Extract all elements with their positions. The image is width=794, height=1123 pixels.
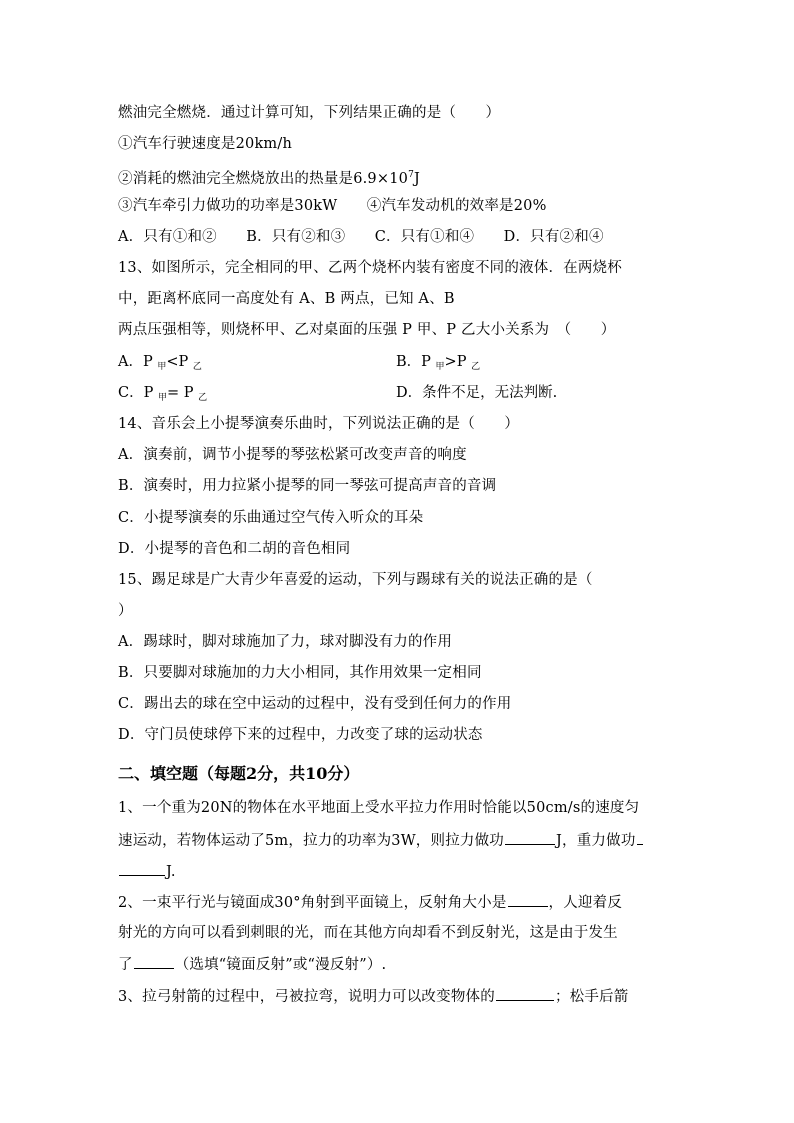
f1-line-3: J.	[118, 861, 176, 882]
q15-option-a: A．踢球时，脚对球施加了力，球对脚没有力的作用	[118, 634, 453, 650]
q13-option-c: C．P $_甲$= P $_乙$	[118, 385, 208, 403]
q12-item-1: ①汽车行驶速度是20km/h	[118, 136, 293, 152]
q12-item-2: ②消耗的燃油完全燃烧放出的热量是$6.9\times 10^7J$	[118, 170, 421, 187]
q13-option-a: A．P $_甲$<P $_乙$	[118, 354, 202, 372]
q12-item-3: ③汽车牵引力做功的功率是30kW ④汽车发动机的效率是20%	[118, 198, 547, 214]
q15-stem-end: ）	[118, 603, 133, 619]
q15-stem: 15、踢足球是广大青少年喜爱的运动，下列与踢球有关的说法正确的是（	[118, 572, 593, 588]
f2-line-3: 了 （选填“镜面反射”或“漫反射”）.	[118, 954, 386, 975]
q15-option-d: D．守门员使球停下来的过程中，力改变了球的运动状态	[118, 727, 483, 743]
answer-blank[interactable]	[496, 986, 554, 1001]
q13-line-1: 13、如图所示，完全相同的甲、乙两个烧杯内装有密度不同的液体．在两烧杯	[118, 260, 622, 276]
q15-option-c: C．踢出去的球在空中运动的过程中，没有受到任何力的作用	[118, 696, 512, 712]
answer-blank[interactable]	[134, 954, 174, 969]
f1-line-2: 速运动，若物体运动了5m，拉力的功率为3W，则拉力做功 J，重力做功	[118, 830, 644, 851]
q14-option-c: C．小提琴演奏的乐曲通过空气传入听众的耳朵	[118, 510, 424, 526]
answer-blank[interactable]	[119, 861, 165, 876]
f3-line-1: 3、拉弓射箭的过程中，弓被拉弯，说明力可以改变物体的 ；松手后箭	[118, 986, 628, 1007]
q13-option-b: B．P $_甲$>P $_乙$	[396, 354, 481, 372]
q14-option-a: A．演奏前，调节小提琴的琴弦松紧可改变声音的响度	[118, 447, 467, 463]
q14-option-b: B．演奏时，用力拉紧小提琴的同一琴弦可提高声音的音调	[118, 478, 497, 494]
answer-blank[interactable]	[508, 892, 548, 907]
q13-line-2: 中，距离杯底同一高度处有 A、B 两点，已知 A、B	[118, 291, 455, 307]
answer-blank[interactable]	[637, 830, 643, 845]
q13-option-d: D．条件不足，无法判断.	[396, 385, 558, 401]
q14-stem: 14、音乐会上小提琴演奏乐曲时，下列说法正确的是（ ）	[118, 416, 520, 432]
q12-options: A．只有①和② B．只有②和③ C．只有①和④ D．只有②和④	[118, 229, 604, 245]
q14-option-d: D．小提琴的音色和二胡的音色相同	[118, 541, 351, 557]
f1-line-1: 1、一个重为20N的物体在水平地面上受水平拉力作用时恰能以50cm/s的速度匀	[118, 800, 640, 816]
q13-line-3: 两点压强相等，则烧杯甲、乙对桌面的压强 P 甲、P 乙大小关系为 （ ）	[118, 322, 616, 338]
f2-line-2: 射光的方向可以看到刺眼的光，而在其他方向却看不到反射光，这是由于发生	[118, 925, 618, 941]
q12-stem-tail: 燃油完全燃烧．通过计算可知，下列结果正确的是（ ）	[118, 105, 501, 121]
f2-line-1: 2、一束平行光与镜面成30°角射到平面镜上，反射角大小是 ，人迎着反	[118, 892, 622, 913]
q15-option-b: B．只要脚对球施加的力大小相同，其作用效果一定相同	[118, 665, 482, 681]
section-2-heading: 二、填空题（每题2分，共10分）	[118, 764, 360, 783]
answer-blank[interactable]	[505, 830, 555, 845]
